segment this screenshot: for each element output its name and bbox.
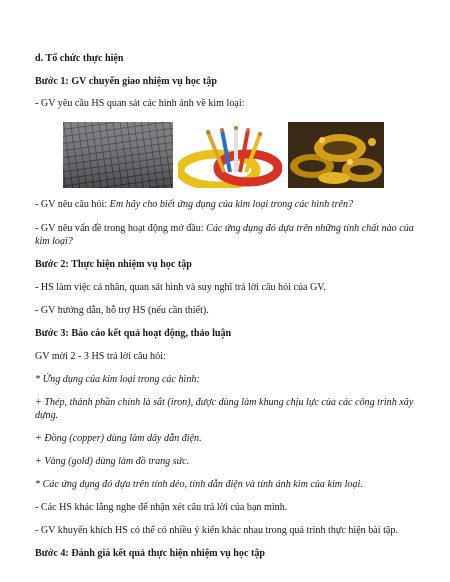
step1-line1: - GV yêu cầu HS quan sát các hình ảnh về kim loại: — [35, 98, 245, 109]
copper-wires-image — [178, 122, 282, 188]
step3-line2: - Các HS khác lắng nghe để nhận xét câu trả lời của bạn mình. — [35, 502, 288, 513]
step1-problem: Các ứng dụng đó dựa trên những tính chất nào của kim loại? — [35, 223, 414, 247]
step3-heading: Bước 3: Báo cáo kết quả hoạt động, thảo luận — [35, 328, 232, 339]
step3-answer1: + Thép, thành phần chính là sắt (iron), được dùng làm khung chịu lực của các công trình xây dựng. — [35, 397, 414, 421]
step3-line3: - GV khuyến khích HS có thể có nhiều ý kiến khác nhau trong quá trình thực hiện bài tập. — [35, 525, 398, 536]
step1-line3: - GV nêu vấn đề trong hoạt động mở đầu: Các ứng dụng đó dựa trên những tính chất nào của kim loại? — [35, 223, 414, 247]
step3-line1: GV mời 2 - 3 HS trả lời câu hỏi: — [35, 351, 166, 362]
step2-heading: Bước 2: Thực hiện nhiệm vụ học tập — [35, 259, 192, 270]
step3-answer-intro: * Ứng dụng của kim loại trong các hình: — [35, 374, 200, 385]
step2-line1: - HS làm việc cá nhân, quan sát hình và suy nghĩ trả lời câu hỏi của GV. — [35, 282, 326, 293]
step1-question: Em hãy cho biết ứng dụng của kim loại trong các hình trên? — [109, 199, 354, 210]
gold-jewelry-image — [288, 122, 384, 188]
step3-answer2: + Đồng (copper) dùng làm dây dẫn điện. — [35, 433, 202, 444]
step3-answer3: + Vàng (gold) dùng làm đồ trang sức. — [35, 456, 190, 467]
step1-heading: Bước 1: GV chuyển giao nhiệm vụ học tập — [35, 76, 217, 87]
section-title: d. Tổ chức thực hiện — [35, 53, 124, 64]
step4-heading: Bước 4: Đánh giá kết quả thực hiện nhiệm vụ học tập — [35, 548, 265, 559]
step1-line2: - GV nêu câu hỏi: Em hãy cho biết ứng dụng của kim loại trong các hình trên? — [35, 199, 354, 210]
rebar-mesh-image — [63, 122, 173, 188]
step3-answer4: * Các ứng dụng đó dựa trên tính dẻo, tính dẫn điện và tính ánh kim của kim loại. — [35, 479, 363, 490]
step2-line2: - GV hướng dẫn, hỗ trợ HS (nếu cần thiết). — [35, 305, 209, 316]
